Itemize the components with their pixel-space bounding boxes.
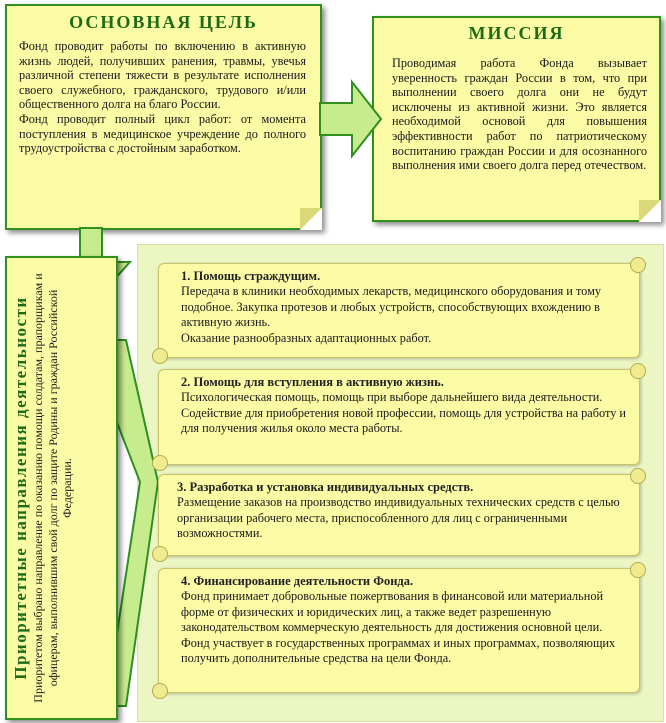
priority-block xyxy=(5,256,118,720)
goal-paragraph-1: Фонд проводит работы по включению в активную жизнь людей, получивших ранения, травмы, увечья различной степени тяжести в результате исполнения своего служебного, гражданского, трудового и/или общественного долга на благо России. xyxy=(19,39,306,112)
priority-title: Приоритетные направления деятельности xyxy=(11,296,30,680)
mission-text: Проводимая работа Фонда вызывает уверенность граждан России в том, что при выполнении своего долга они не будут исключены из активной жизни. Это является необходимой основой для повышения эффективности работ по патриотическому воспитанию граждан России и для осознанного выполнения ими своего долга перед отечеством. xyxy=(392,56,647,173)
direction-card-3 xyxy=(158,474,640,556)
scroll-roll xyxy=(152,348,168,364)
mission-title: МИССИЯ xyxy=(468,23,565,43)
goal-title: ОСНОВНАЯ ЦЕЛЬ xyxy=(69,12,258,32)
direction-title: 1. Помощь страждущим. xyxy=(181,269,321,283)
direction-title: 3. Разработка и установка индивидуальных средств. xyxy=(177,480,474,494)
direction-title: 4. Финансирование деятельности Фонда. xyxy=(181,574,414,588)
direction-text xyxy=(177,495,629,542)
direction-title: 2. Помощь для вступления в активную жизнь. xyxy=(181,375,444,389)
direction-paragraph: Содействие для приобретения новой профессии, помощь для устройства на работу и для получения жилья около места работы. xyxy=(181,405,626,435)
direction-paragraph: Фонд принимает добровольные пожертвования в финансовой или материальной форме от физических и юридических лиц, а также ведет разрешенную законодательством коммерческую деятельность для достижения основной цели. xyxy=(181,589,604,634)
direction-card-1 xyxy=(158,263,640,358)
direction-card-4 xyxy=(158,568,640,693)
scroll-roll xyxy=(152,683,168,699)
scroll-roll xyxy=(152,455,168,471)
direction-text xyxy=(181,589,629,667)
scroll-roll xyxy=(152,546,168,562)
direction-text xyxy=(181,284,629,346)
direction-text xyxy=(181,390,629,437)
scroll-roll xyxy=(630,562,646,578)
direction-paragraph: Передача в клиники необходимых лекарств, медицинского оборудования и тому подобное. Закупка протезов и любых устройств, способствующих вхождению в активную жизнь. xyxy=(181,284,602,329)
direction-card-2 xyxy=(158,369,640,465)
priority-text: Приоритетом выбрано направление по оказанию помощи солдатам, прапорщикам и офицерам, выполнившим свой долг по защите Родины и граждан Российской Федерации. xyxy=(31,273,74,703)
arrow-right-shape xyxy=(320,82,381,156)
direction-paragraph: Фонд участвует в государственных программах и иных программах, позволяющих получить дополнительные средства на цели Фонда. xyxy=(181,635,616,665)
scroll-roll xyxy=(630,468,646,484)
scroll-roll xyxy=(630,363,646,379)
goal-paragraph-2: Фонд проводит полный цикл работ: от момента поступления в медицинское учреждение до полного трудоустройства с достойным заработком. xyxy=(19,111,306,156)
direction-paragraph: Оказание разнообразных адаптационных работ. xyxy=(181,330,432,345)
connector-shape xyxy=(116,340,158,706)
direction-paragraph: Размещение заказов на производство индивидуальных технических средств с целью организации рабочего места, приспособленного для лиц с ограниченными возможностями. xyxy=(177,495,620,540)
direction-paragraph: Психологическая помощь, помощь при выборе дальнейшего вида деятельности. xyxy=(181,390,603,404)
scroll-roll xyxy=(630,257,646,273)
